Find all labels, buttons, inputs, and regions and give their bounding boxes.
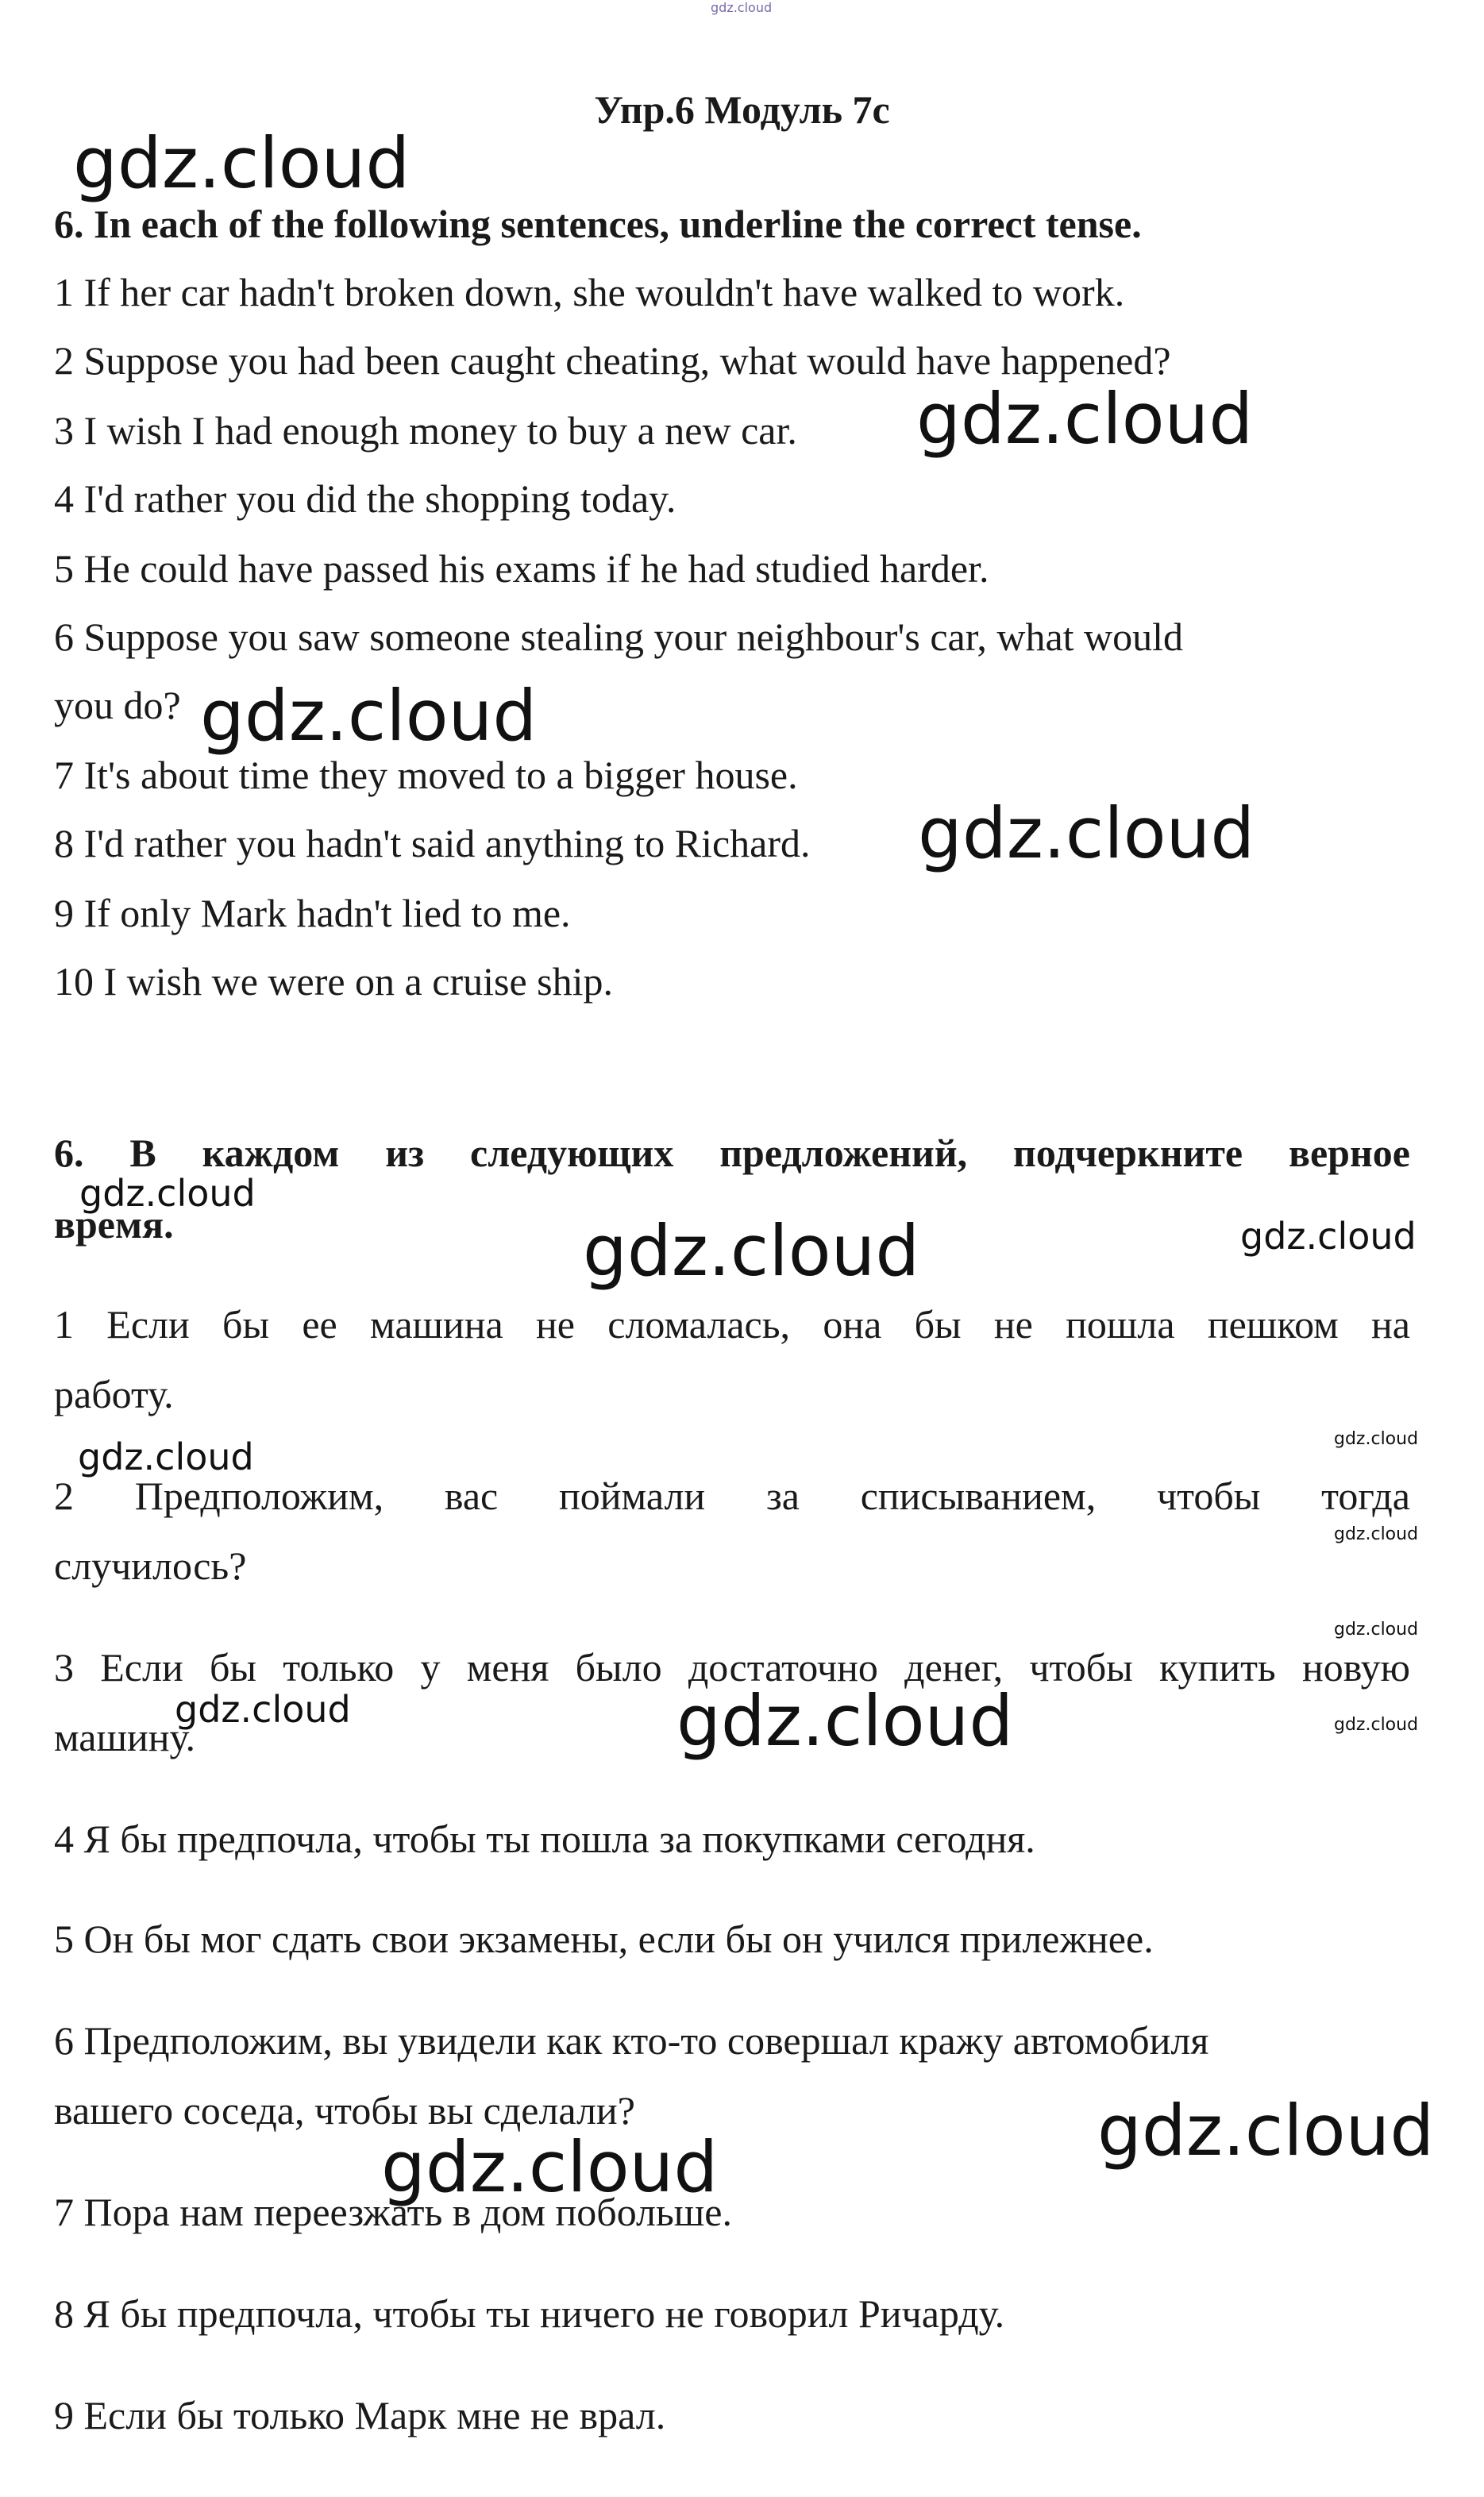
russian-sentence-6-cont: вашего соседа, чтобы вы сделали? <box>54 2088 635 2133</box>
russian-sentence-1: 1 Если бы ее машина не сломалась, она бы не пошла пешком на <box>54 1302 1410 1347</box>
english-sentence-2: 2 Suppose you had been caught cheating, what would have happened? <box>54 338 1171 383</box>
english-sentence-5: 5 He could have passed his exams if he had studied harder. <box>54 546 989 591</box>
watermark: gdz.cloud <box>1334 1429 1419 1449</box>
russian-task-heading-line1: 6. В каждом из следующих предложений, подчеркните верное <box>54 1131 1410 1175</box>
watermark: gdz.cloud <box>676 1680 1014 1762</box>
russian-sentence-6: 6 Предположим, вы увидели как кто-то совершал кражу автомобиля <box>54 2018 1209 2063</box>
watermark: gdz.cloud <box>916 378 1254 460</box>
russian-sentence-5: 5 Он бы мог сдать свои экзамены, если бы он учился прилежнее. <box>54 1917 1154 1961</box>
russian-task-heading-line2: время. <box>54 1202 174 1247</box>
watermark: gdz.cloud <box>73 122 411 204</box>
russian-sentence-1-cont: работу. <box>54 1372 174 1416</box>
watermark: gdz.cloud <box>1097 2090 1435 2171</box>
russian-sentence-2-cont: случилось? <box>54 1543 247 1588</box>
russian-sentence-3: 3 Если бы только у меня было достаточно денег, чтобы купить новую <box>54 1645 1410 1690</box>
watermark: gdz.cloud <box>175 1688 351 1731</box>
top-watermark: gdz.cloud <box>711 0 773 15</box>
watermark: gdz.cloud <box>918 792 1255 874</box>
watermark: gdz.cloud <box>200 675 538 757</box>
english-sentence-8: 8 I'd rather you hadn't said anything to Richard. <box>54 821 811 865</box>
watermark: gdz.cloud <box>79 1172 256 1215</box>
english-sentence-3: 3 I wish I had enough money to buy a new car. <box>54 408 797 453</box>
english-sentence-9: 9 If only Mark hadn't lied to me. <box>54 891 571 935</box>
watermark: gdz.cloud <box>1334 1620 1419 1640</box>
watermark: gdz.cloud <box>78 1435 254 1478</box>
english-sentence-6-cont: you do? <box>54 683 181 727</box>
russian-sentence-4: 4 Я бы предпочла, чтобы ты пошла за покупками сегодня. <box>54 1817 1035 1861</box>
watermark: gdz.cloud <box>1240 1215 1417 1258</box>
russian-sentence-3-cont: машину. <box>54 1715 196 1759</box>
page-title: Упр.6 Модуль 7с <box>594 87 890 132</box>
english-sentence-1: 1 If her car hadn't broken down, she wouldn't have walked to work. <box>54 270 1125 314</box>
russian-sentence-7: 7 Пора нам переезжать в дом побольше. <box>54 2190 733 2234</box>
watermark: gdz.cloud <box>1334 1715 1419 1735</box>
russian-sentence-8: 8 Я бы предпочла, чтобы ты ничего не говорил Ричарду. <box>54 2291 1005 2336</box>
english-sentence-4: 4 I'd rather you did the shopping today. <box>54 476 676 521</box>
english-sentence-7: 7 It's about time they moved to a bigger house. <box>54 753 798 797</box>
english-sentence-10: 10 I wish we were on a cruise ship. <box>54 959 613 1004</box>
russian-sentence-9: 9 Если бы только Марк мне не врал. <box>54 2393 666 2437</box>
russian-sentence-2: 2 Предположим, вас поймали за списыванием, чтобы тогда <box>54 1474 1410 1518</box>
english-sentence-6: 6 Suppose you saw someone stealing your neighbour's car, what would <box>54 615 1184 659</box>
watermark: gdz.cloud <box>583 1210 920 1292</box>
watermark: gdz.cloud <box>1334 1524 1419 1544</box>
english-task-heading: 6. In each of the following sentences, underline the correct tense. <box>54 202 1142 246</box>
watermark: gdz.cloud <box>381 2126 719 2208</box>
